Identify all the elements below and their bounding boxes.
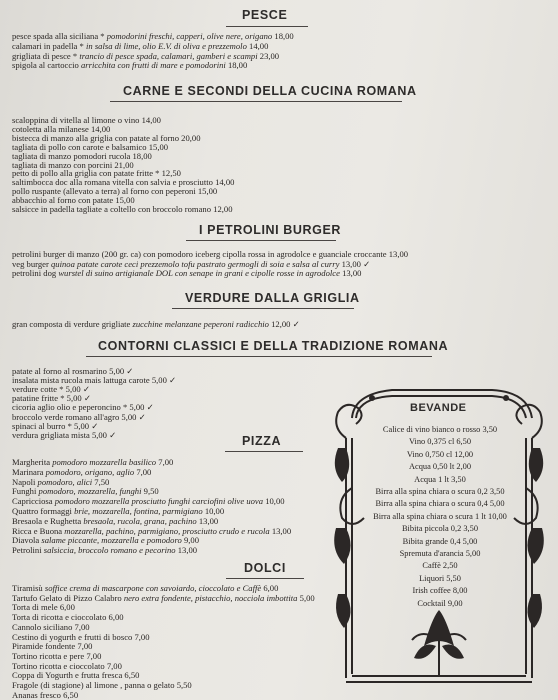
menu-item (12, 496, 285, 506)
menu-item: salsicce in padella tagliate a coltello con broccolo romano 12,00 (12, 204, 233, 214)
item-name: Ananas fresco (12, 689, 61, 700)
item-name: Torta di mele (12, 602, 58, 613)
section-title-contorni: CONTORNI CLASSICI E DELLA TRADIZIONE ROMANA (98, 339, 449, 353)
item-description: pomodorini freschi, capperi, olive nere, origano (106, 31, 273, 41)
menu-item (12, 670, 139, 680)
item-name: Coppa di Yogurth e frutta fresca (12, 670, 123, 681)
item-name: Cestino di yogurth e frutti di bosco (12, 631, 133, 642)
section-title-carne: CARNE E SECONDI DELLA CUCINA ROMANA (123, 84, 417, 98)
menu-item: insalata mista rucola mais lattuga carote 5,00 ✓ (12, 375, 177, 386)
beverage-item: Acqua 1 lt 3,50 (414, 474, 466, 484)
item-price: 18,00 (274, 31, 294, 41)
item-price: 14,00 (249, 40, 269, 51)
beverage-item: Vino 0,750 cl 12,00 (406, 449, 474, 459)
menu-item (12, 60, 247, 70)
menu-item: pollo ruspante (allevato a terra) al forno con peperoni 15,00 (12, 186, 218, 197)
menu-item (12, 583, 278, 593)
item-description: pomodoro, mozzarella, funghi (38, 486, 142, 497)
section-title-pizza: PIZZA (242, 434, 282, 448)
section-title-verdure: VERDURE DALLA GRIGLIA (185, 291, 360, 305)
item-price: 7,00 (134, 631, 150, 642)
item-price: 18,00 (227, 60, 248, 71)
item-name: Bresaola e Rughetta (12, 515, 82, 526)
item-name: grigliata di pesce * (12, 50, 78, 61)
item-name: Napoli (12, 476, 36, 487)
item-name: Torta di ricotta e cioccolato (12, 612, 107, 623)
menu-item: cotoletta alla milanese 14,00 (12, 123, 111, 134)
underline (225, 451, 303, 452)
item-price: 13,00 ✓ (341, 258, 371, 269)
beverage-item: Irish coffee 8,00 (412, 586, 468, 596)
menu-item (12, 526, 291, 536)
menu-item: tagliata di pollo con carote e balsamico 15,00 (12, 141, 169, 152)
beverage-item: Bibita grande 0,4 5,00 (402, 536, 478, 546)
item-description: salsiccia, broccolo romano e pecorino (43, 545, 176, 556)
item-name: calamari in padella * (12, 40, 84, 51)
item-name: petrolini burger di manzo (200 gr. ca) con pomodoro iceberg cipolla rossa in agrodolce e guanciale croccante (12, 249, 387, 259)
section-title-pesce: PESCE (242, 8, 288, 22)
item-price: 12,00 ✓ (271, 319, 300, 329)
item-price: 10,00 (265, 496, 285, 507)
item-name: pesce spada alla siciliana * (12, 31, 105, 41)
menu-item (12, 535, 199, 545)
item-price: 13,00 (198, 515, 219, 526)
item-name: Piramide fondente (12, 641, 76, 652)
menu-item (12, 612, 124, 622)
item-name: Diavola (12, 535, 40, 546)
menu-item: patate al forno al rosmarino 5,00 ✓ (12, 366, 134, 376)
item-description: trancio di pesce spada, calamari, gamberi e scampi (79, 50, 258, 61)
menu-item (12, 622, 90, 632)
item-price: 7,00 (106, 660, 122, 671)
item-price: 5,50 (176, 680, 192, 690)
menu-item (12, 249, 408, 259)
menu-item: verdura grigliata mista 5,00 ✓ (12, 429, 117, 440)
menu-item (12, 641, 92, 651)
menu-item (12, 632, 150, 642)
menu-item (12, 602, 75, 612)
item-price: 6,00 (263, 583, 279, 593)
item-price: 5,00 (299, 592, 315, 603)
beverage-item: Birra alla spina chiara o scura 0,4 5,00 (375, 499, 505, 509)
item-name: Capricciosa (12, 496, 53, 507)
item-description: nero extra fondente, pistacchio, nocciola imbottita (123, 592, 298, 603)
menu-item: saltimbocca doc alla romana vitella con salvia e prosciutto 14,00 (12, 177, 235, 188)
item-price: 7,00 (136, 466, 152, 477)
menu-item (12, 651, 101, 661)
section-title-burger: I PETROLINI BURGER (199, 223, 342, 237)
item-name: veg burger (12, 258, 49, 269)
item-description: soffice crema di mascarpone con savoiardo, cioccolato e Caffè (44, 583, 262, 593)
item-price: 13,00 (177, 545, 198, 556)
item-description: mozzarella, pachino, parmigiano, prosciutto crudo e rucola (64, 525, 270, 536)
menu-item: scaloppina di vitella al limone o vino 14,00 (12, 115, 161, 125)
beverage-item: Caffè 2,50 (422, 561, 458, 571)
menu-item: bistecca di manzo alla griglia con patate al forno 20,00 (12, 132, 201, 143)
menu-item (12, 268, 361, 278)
menu-item: patatine fritte * 5,00 ✓ (12, 393, 92, 404)
item-price: 6,50 (124, 670, 140, 681)
menu-item: spinaci al burro * 5,00 ✓ (12, 420, 99, 431)
menu-item (12, 545, 197, 555)
item-name: spigola al cartoccio (12, 60, 79, 71)
item-name: Tartufo Gelato di Pizzo Calabro (12, 592, 122, 603)
beverage-item: Liquori 5,50 (419, 573, 461, 583)
menu-item (12, 467, 151, 477)
item-price: 13,00 (342, 268, 362, 279)
item-price: 13,00 (271, 525, 292, 536)
item-description: quinoa patate carote ceci prezzemolo tofu pastrato germogli di soia e salsa al curry (51, 258, 340, 269)
item-price: 6,00 (59, 602, 75, 613)
item-description: bresaola, rucola, grana, pachino (83, 515, 197, 526)
item-price: 6,50 (63, 689, 79, 700)
menu-item (12, 680, 192, 690)
item-name: Marinara (12, 466, 44, 477)
underline (110, 101, 402, 102)
menu-item (12, 516, 218, 526)
item-name: Tortino ricotta e cioccolato (12, 660, 105, 671)
beverage-item: Birra alla spina chiara o scura 0,2 3,50 (375, 487, 505, 496)
underline (186, 240, 336, 241)
item-price: 7,50 (94, 476, 110, 487)
beverage-item: Bibita piccola 0,2 3,50 (401, 524, 479, 534)
menu-item (12, 457, 173, 467)
beverage-item: Spremuta d'arancia 5,00 (399, 549, 481, 558)
item-name: Funghi (12, 486, 37, 497)
beverage-item: Acqua 0,50 lt 2,00 (408, 462, 472, 472)
menu-item (12, 661, 122, 671)
menu-item (12, 477, 109, 487)
item-description: arricchita con frutti di mare e pomodorini (80, 60, 226, 71)
underline (172, 308, 354, 309)
item-description: zucchine melanzane peperoni radicchio (132, 319, 269, 329)
item-price: 6,00 (108, 612, 124, 623)
item-description: pomodoro, origano, aglio (45, 466, 135, 477)
item-description: pomodoro mozzarella basilico (52, 457, 157, 467)
item-price: 7,00 (86, 650, 102, 661)
menu-item: cicoria aglio olio e peperoncino * 5,00 ✓ (12, 402, 154, 413)
underline (226, 578, 304, 579)
menu-item (12, 486, 159, 496)
item-price: 10,00 (204, 506, 225, 516)
item-description: salame piccante, mozzarella e pomodoro (41, 535, 182, 546)
beverage-item: Birra alla spina chiara o scura 1 lt 10,00 (373, 511, 507, 521)
section-title-bevande: BEVANDE (410, 402, 467, 414)
item-name: Tortino ricotta e pere (12, 650, 85, 661)
underline (226, 26, 308, 27)
menu-item (12, 41, 268, 51)
item-description: wurstel di suino artigianale DOL con senape in grani e cipolle rosse in agrodolce (58, 268, 340, 279)
item-name: Fragole (di stagione) al limone , panna o gelato (12, 680, 175, 690)
underline (86, 356, 432, 357)
beverage-item: Calice di vino bianco o rosso 3,50 (382, 425, 498, 434)
item-name: gran composta di verdure grigliate (12, 319, 131, 329)
section-title-dolci: DOLCI (244, 561, 286, 575)
item-price: 9,50 (143, 486, 159, 497)
item-name: Quattro formaggi (12, 506, 72, 516)
item-description: brie, mozzarella, fontina, parmigiano (74, 506, 203, 516)
item-name: Cannolo siciliano (12, 621, 73, 632)
menu-item (12, 690, 78, 700)
beverage-item: Vino 0,375 cl 6,50 (408, 437, 472, 447)
menu-item: abbacchio al forno con patate 15,00 (12, 195, 135, 206)
item-description: pomodoro, alici (37, 476, 93, 487)
menu-item (12, 506, 224, 516)
item-price: 13,00 (388, 249, 409, 259)
menu-item (12, 259, 370, 269)
menu-item (12, 31, 294, 41)
item-name: Tiramisù (12, 583, 43, 593)
item-description: in salsa di lime, olio E.V. di oliva e prezzemolo (85, 40, 247, 51)
item-price: 7,00 (74, 621, 90, 632)
menu-item (12, 319, 300, 329)
menu-item: petto di pollo alla griglia con patate fritte * 12,50 (12, 168, 181, 179)
menu-item (12, 593, 315, 603)
item-name: Margherita (12, 457, 51, 467)
menu-item (12, 51, 279, 61)
item-price: 7,00 (158, 457, 174, 467)
item-description: pomodoro mozzarella prosciutto funghi carciofini olive uova (54, 496, 264, 507)
beverage-item: Cocktail 9,00 (417, 598, 463, 608)
item-name: petrolini dog (12, 268, 57, 279)
item-name: Ricca e Buona (12, 525, 63, 536)
menu-item: verdure cotte * 5,00 ✓ (12, 384, 91, 395)
menu-item: tagliata di manzo con porcini 21,00 (12, 159, 134, 170)
item-price: 9,00 (183, 535, 200, 546)
menu-item: tagliata di manzo pomodori rucola 18,00 (12, 150, 152, 161)
item-name: Petrolini (12, 545, 42, 556)
menu-item: broccolo verde romano all'agro 5,00 ✓ (12, 411, 146, 422)
item-price: 7,00 (77, 641, 93, 652)
item-price: 23,00 (259, 50, 280, 61)
